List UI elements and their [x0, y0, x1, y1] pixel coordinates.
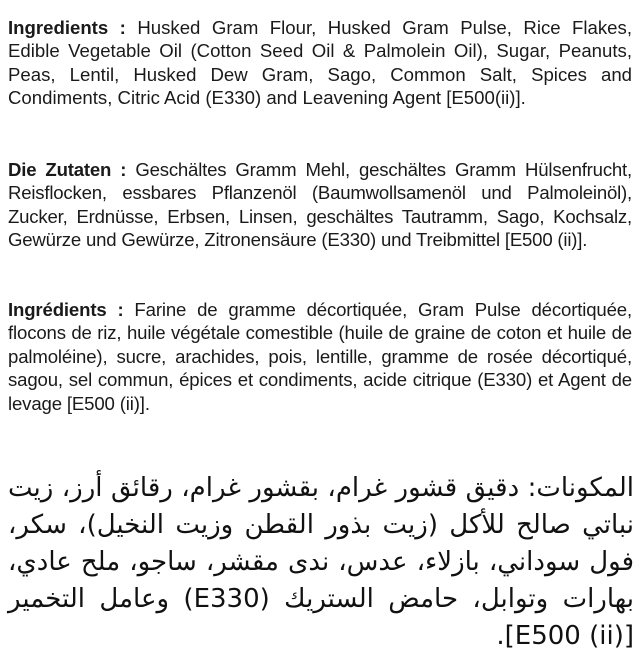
ingredients-arabic-text: المكونات: دقيق قشور غرام، بقشور غرام، رقائق أرز، زيت نباتي صالح للأكل (زيت بذور القطن وزيت النخيل)، سكر، فول سوداني، بازلاء، عدس، ندى مقشر، ساجو، ملح عادي، بهارات وتوابل، حامض الستريك (E330) وعامل التخمير [E500 (ii)]. [8, 473, 634, 651]
ingredients-german-label: Die Zutaten : [8, 159, 127, 180]
ingredients-arabic-paragraph [8, 470, 634, 655]
ingredients-french-paragraph [8, 298, 632, 415]
ingredients-english-label: Ingredients : [8, 17, 126, 38]
ingredients-french-text: Farine de gramme décortiquée, Gram Pulse décortiquée, flocons de riz, huile végétale comestible (huile de graine de coton et huile de palmoléine), sucre, arachides, pois, lentille, gramme de rosée décortiqué, sagou, sel commun, épices et condiments, acide citrique (E330) et Agent de levage [E500 (ii)]. [8, 299, 633, 414]
ingredients-french-label: Ingrédients : [8, 299, 124, 320]
ingredients-english-paragraph [8, 16, 632, 110]
ingredients-german-paragraph [8, 158, 632, 252]
ingredients-english-text: Husked Gram Flour, Husked Gram Pulse, Rice Flakes, Edible Vegetable Oil (Cotton Seed Oil & Palmolein Oil), Sugar, Peanuts, Peas, Lentil, Husked Dew Gram, Sago, Common Salt, Spices and Condiments, Citric Acid (E330) and Leavening Agent [E500(ii)]. [8, 17, 632, 109]
ingredients-german-text: Geschältes Gramm Mehl, geschältes Gramm Hülsenfrucht, Reisflocken, essbares Pflanzenöl (Baumwollsamenöl und Palmoleinöl), Zucker, Erdnüsse, Erbsen, Linsen, geschältes Tautramm, Sago, Kochsalz, Gewürze und Gewürze, Zitronensäure (E330) und Treibmittel [E500 (ii)]. [8, 159, 632, 251]
